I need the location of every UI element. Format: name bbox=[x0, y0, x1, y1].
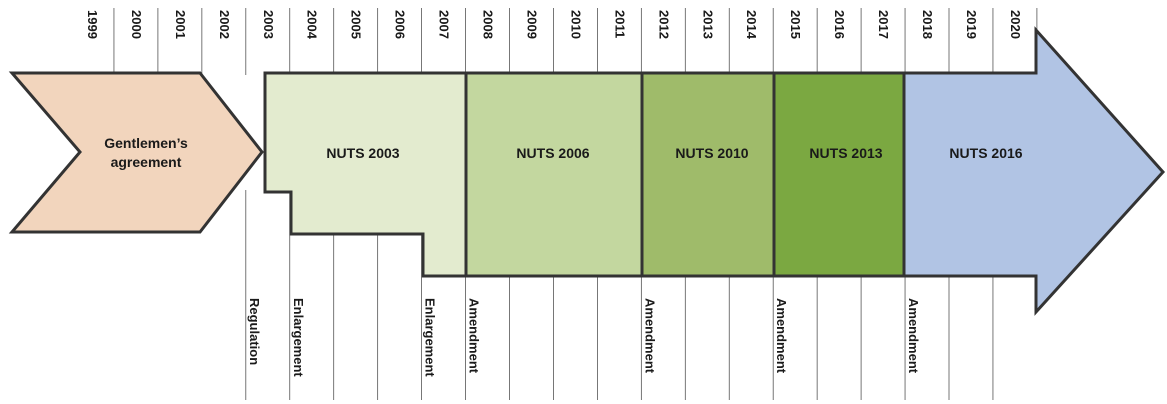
year-label: 2003 bbox=[260, 10, 276, 39]
year-label: 2020 bbox=[1007, 10, 1023, 39]
year-label: 2011 bbox=[612, 10, 628, 39]
nuts-2016-arrow bbox=[904, 30, 1163, 312]
nuts-2016-label: NUTS 2016 bbox=[949, 145, 1023, 161]
nuts-2003-label: NUTS 2003 bbox=[326, 145, 400, 161]
event-labels bbox=[247, 298, 921, 377]
year-label: 2004 bbox=[304, 10, 320, 39]
gentlemens-agreement-label-line2: agreement bbox=[110, 154, 182, 170]
year-label: 2000 bbox=[128, 10, 144, 39]
nuts-2006-label: NUTS 2006 bbox=[516, 145, 590, 161]
year-label: 2001 bbox=[172, 10, 188, 39]
gentlemens-agreement-chevron bbox=[12, 73, 262, 232]
event-label: Amendment bbox=[774, 298, 790, 374]
gentlemens-agreement-label-line1: Gentlemen’s bbox=[104, 135, 188, 151]
year-label: 2015 bbox=[788, 10, 804, 39]
event-label: Regulation bbox=[246, 298, 262, 366]
year-label: 2006 bbox=[392, 10, 408, 39]
event-label: Enlargement bbox=[422, 298, 438, 377]
year-label: 2016 bbox=[832, 10, 848, 39]
year-label: 2018 bbox=[920, 10, 936, 39]
year-label: 2019 bbox=[963, 10, 979, 39]
year-label: 2009 bbox=[524, 10, 540, 39]
event-label: Amendment bbox=[466, 298, 482, 374]
nuts-2013-block bbox=[774, 73, 904, 276]
year-label: 2002 bbox=[216, 10, 232, 39]
year-label: 2012 bbox=[656, 10, 672, 39]
year-label: 2013 bbox=[700, 10, 716, 39]
year-label: 2017 bbox=[876, 10, 892, 39]
nuts-2010-label: NUTS 2010 bbox=[675, 145, 749, 161]
year-label: 2007 bbox=[436, 10, 452, 39]
year-label: 2005 bbox=[348, 10, 364, 39]
event-label: Amendment bbox=[642, 298, 658, 374]
nuts-2006-block bbox=[466, 73, 642, 276]
year-labels bbox=[85, 10, 1023, 40]
event-label: Enlargement bbox=[290, 298, 306, 377]
year-label: 2010 bbox=[568, 10, 584, 39]
nuts-2013-label: NUTS 2013 bbox=[809, 145, 883, 161]
nuts-2003-block bbox=[265, 73, 466, 276]
nuts-2010-block bbox=[642, 73, 774, 276]
year-label: 2014 bbox=[744, 10, 760, 39]
year-label: 2008 bbox=[480, 10, 496, 39]
year-label: 1999 bbox=[84, 10, 100, 39]
event-label: Amendment bbox=[906, 298, 922, 374]
